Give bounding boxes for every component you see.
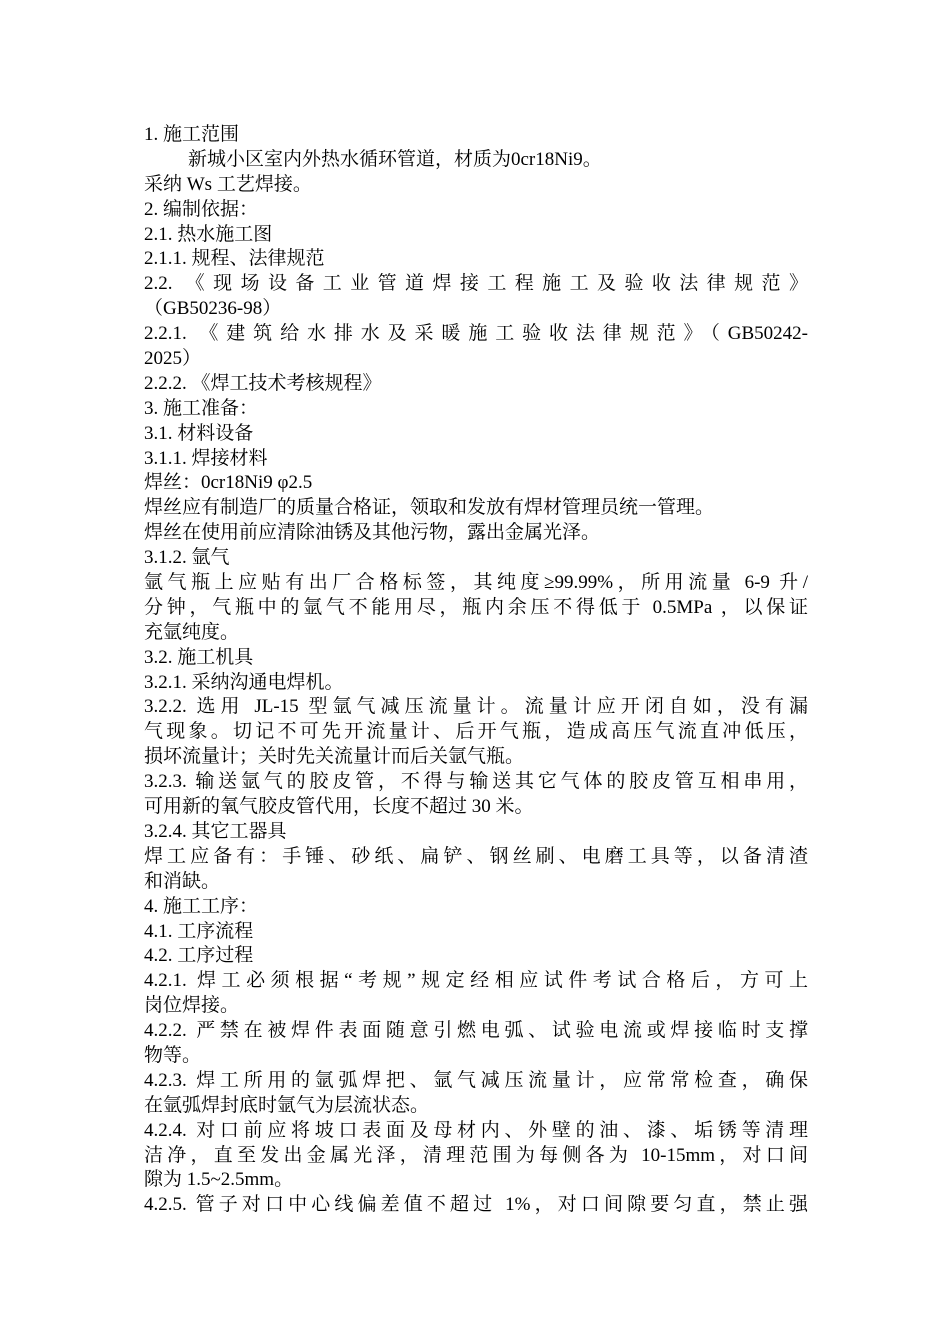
item-3-2-2-line-2: 气现象。切记不可先开流量计、后开气瓶，造成高压气流直冲低压， <box>144 721 808 743</box>
welding-wire-paragraph-line-2: 焊丝在使用前应清除油锈及其他污物，露出金属光泽。 <box>144 522 601 544</box>
welding-wire-paragraph-line-1: 焊丝应有制造厂的质量合格证，领取和发放有焊材管理员统一管理。 <box>144 497 715 519</box>
item-4-2-4-line-1: 4.2.4. 对口前应将坡口表面及母材内、外壁的油、漆、垢锈等清理 <box>144 1119 808 1141</box>
item-3-2-2-line-3: 损坏流量计；关时先关流量计而后关氩气瓶。 <box>144 746 525 768</box>
item-4-2-3-line-1: 4.2.3. 焊工所用的氩弧焊把、氩气减压流量计，应常常检查，确保 <box>144 1069 808 1091</box>
item-4-2-3-line-2: 在氩弧焊封底时氩气为层流状态。 <box>144 1094 430 1116</box>
item-3-2-2-line-1: 3.2.2. 选用 JL-15 型氩气减压流量计。流量计应开闭自如，没有漏 <box>144 696 808 718</box>
item-3-1-1: 3.1.1. 焊接材料 <box>144 447 268 469</box>
item-3-2-1: 3.2.1. 采纳沟通电焊机。 <box>144 671 344 693</box>
item-2-1-1: 2.1.1. 规程、法律规范 <box>144 248 325 270</box>
tools-paragraph-line-1: 焊工应备有：手锤、砂纸、扁铲、钢丝刷、电磨工具等，以备清渣 <box>144 845 808 867</box>
item-4-2: 4.2. 工序过程 <box>144 945 254 967</box>
welding-wire-spec: 焊丝：0cr18Ni9 φ2.5 <box>144 472 313 494</box>
heading-4-process: 4. 施工工序： <box>144 895 259 917</box>
item-4-2-2-line-2: 物等。 <box>144 1044 202 1066</box>
scope-paragraph-line-1: 新城小区室内外热水循环管道，材质为0cr18Ni9。 <box>188 148 602 170</box>
item-3-2-4: 3.2.4. 其它工器具 <box>144 820 287 842</box>
heading-1-scope: 1. 施工范围 <box>144 124 240 145</box>
argon-paragraph-line-3: 充氩纯度。 <box>144 621 240 643</box>
heading-2-basis: 2. 编制依据： <box>144 198 259 220</box>
item-2-1: 2.1. 热水施工图 <box>144 223 273 245</box>
item-4-2-4-line-3: 隙为 1.5~2.5mm。 <box>144 1169 294 1191</box>
item-4-2-4-line-2: 洁净，直至发出金属光泽，清理范围为每侧各为 10-15mm，对口间 <box>144 1144 808 1166</box>
item-3-2-3-line-1: 3.2.3. 输送氩气的胶皮管，不得与输送其它气体的胶皮管互相串用， <box>144 771 808 793</box>
item-3-2: 3.2. 施工机具 <box>144 646 254 668</box>
item-4-2-5-line-1: 4.2.5. 管子对口中心线偏差值不超过 1%，对口间隙要匀直，禁止强 <box>144 1194 808 1216</box>
item-4-2-1-line-2: 岗位焊接。 <box>144 995 240 1017</box>
document-body <box>144 123 808 1218</box>
item-2-2-1-line-2: 2025） <box>144 348 202 370</box>
item-3-1-2: 3.1.2. 氩气 <box>144 547 230 569</box>
item-3-2-3-line-2: 可用新的氧气胶皮管代用，长度不超过 30 米。 <box>144 796 534 818</box>
scope-paragraph-line-2: 采纳 Ws 工艺焊接。 <box>144 173 312 195</box>
tools-paragraph-line-2: 和消缺。 <box>144 870 221 892</box>
item-2-2-1-line-1: 2.2.1. 《建筑给水排水及采暖施工验收法律规范》（GB50242- <box>144 323 808 345</box>
item-3-1: 3.1. 材料设备 <box>144 422 254 444</box>
item-4-2-2-line-1: 4.2.2. 严禁在被焊件表面随意引燃电弧、试验电流或焊接临时支撑 <box>144 1020 808 1042</box>
argon-paragraph-line-2: 分钟，气瓶中的氩气不能用尽，瓶内余压不得低于 0.5MPa ，以保证 <box>144 596 808 618</box>
argon-paragraph-line-1: 氩气瓶上应贴有出厂合格标签，其纯度≥99.99%，所用流量 6-9 升/ <box>144 572 808 594</box>
item-4-1: 4.1. 工序流程 <box>144 920 254 942</box>
heading-3-preparation: 3. 施工准备： <box>144 397 259 419</box>
item-2-2-line-2: （GB50236-98） <box>144 298 282 320</box>
item-4-2-1-line-1: 4.2.1. 焊工必须根据“考规”规定经相应试件考试合格后，方可上 <box>144 970 808 992</box>
item-2-2-line-1: 2.2. 《现场设备工业管道焊接工程施工及验收法律规范》 <box>144 273 808 295</box>
item-2-2-2: 2.2.2. 《焊工技术考核规程》 <box>144 372 382 394</box>
